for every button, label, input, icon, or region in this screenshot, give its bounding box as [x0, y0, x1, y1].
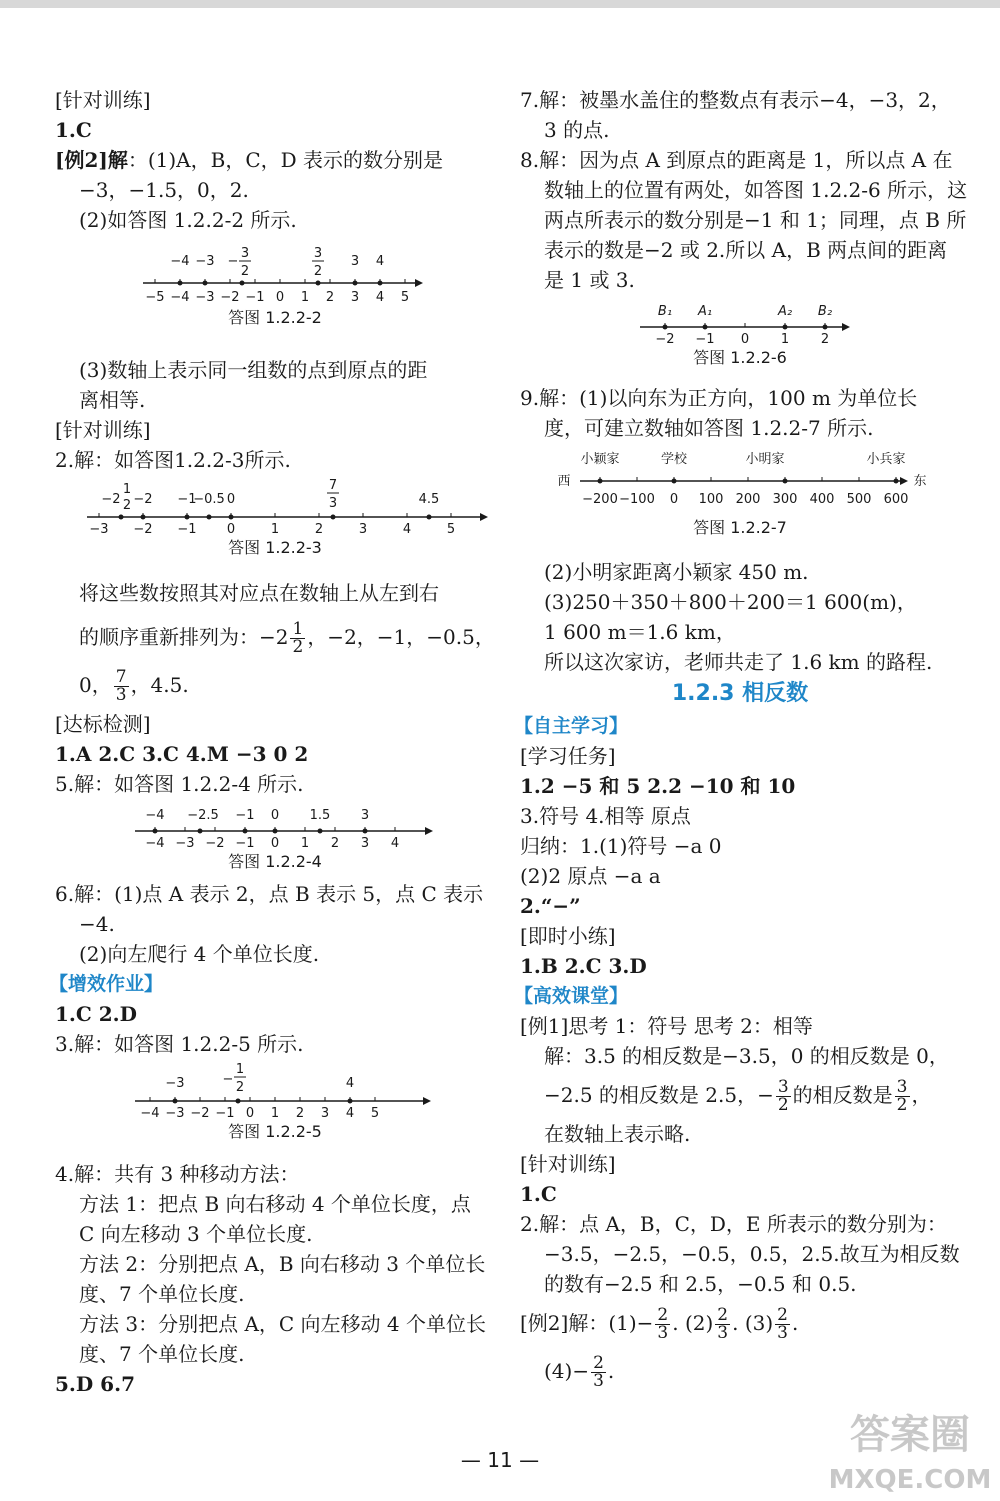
numerator: 2: [777, 1305, 788, 1325]
text-line: 6.解：(1)点 A 表示 2，点 B 表示 5，点 C 表示: [55, 882, 484, 906]
denominator: 3: [115, 685, 127, 705]
tick-label: −4: [145, 836, 165, 851]
answer-line: 归纳：1.(1)符号 −a 0: [520, 834, 722, 858]
text-span: 的相反数是: [792, 1083, 893, 1107]
text-line: 在数轴上表示略.: [544, 1122, 691, 1146]
number-line-figure-6: [520, 295, 960, 347]
right-column: [514, 85, 968, 1395]
tick-label: −1: [177, 522, 197, 537]
tick-label: 1: [270, 1106, 280, 1121]
example-2-line: [55, 145, 495, 175]
fraction: [776, 1079, 791, 1114]
fraction: [290, 621, 305, 656]
top-label: −2: [133, 492, 153, 507]
figure-caption: 答图 1.2.2-7: [693, 518, 787, 537]
tick-label: −3: [89, 522, 109, 537]
denominator: 2: [896, 1095, 908, 1115]
text-span: ，: [911, 1083, 932, 1107]
top-label: 3: [360, 808, 370, 823]
text-line: [520, 1299, 960, 1347]
top-label: −2.5: [187, 808, 219, 823]
figure-caption: 答图 1.2.2-3: [228, 538, 322, 557]
page-number: — 11 —: [460, 1448, 540, 1472]
top-label: 1.5: [309, 808, 331, 823]
answer-line: 1.A 2.C 3.C 4.M −3 0 2: [55, 742, 309, 766]
text-span: (4)−: [544, 1359, 590, 1383]
tick-label: −3: [165, 1106, 185, 1121]
section-header-efficient-class: 【高效课堂】: [514, 985, 629, 1007]
text-line: 所以这次家访，老师共走了 1.6 km 的路程.: [544, 650, 933, 674]
top-label: 3: [350, 254, 360, 269]
text-line: (2)小明家距离小颖家 450 m.: [544, 560, 809, 584]
section-header-enhanced-homework: 【增效作业】: [49, 973, 164, 995]
numerator: 3: [777, 1077, 789, 1097]
text-span: −2.5 的相反数是 2.5，−: [544, 1083, 774, 1107]
tick-label: −2: [133, 522, 153, 537]
top-label: 小明家: [745, 452, 785, 467]
tick-label: 1: [270, 522, 280, 537]
section-header-self-study: 【自主学习】: [514, 715, 629, 737]
tick-label: 2: [325, 290, 335, 305]
tick-label: 5: [446, 522, 456, 537]
text-line: C 向左移动 3 个单位长度.: [79, 1222, 313, 1246]
answer-line: 1.C 2.D: [55, 1002, 137, 1026]
numerator: 7: [115, 667, 127, 687]
tick-label: −1: [215, 1106, 235, 1121]
answer-line: 1.2 −5 和 5 2.2 −10 和 10: [520, 774, 796, 798]
fraction: [895, 1079, 910, 1114]
numerator: 2: [593, 1353, 604, 1373]
tick-label: 1: [300, 836, 310, 851]
denominator: 3: [777, 1323, 788, 1343]
text-line: (2)如答图 1.2.2-2 所示.: [79, 208, 297, 232]
figure-caption: 答图 1.2.2-6: [693, 348, 787, 367]
answer-line: (2)2 原点 −a a: [520, 864, 661, 888]
text-line: −3，−1.5，0，2.: [79, 178, 249, 202]
text-line: (3)数轴上表示同一组数的点到原点的距: [79, 358, 428, 382]
top-label: 2: [240, 264, 250, 279]
tick-label: −4: [170, 290, 190, 305]
text-span: . (2): [672, 1311, 714, 1335]
text-line: 3 的点.: [544, 118, 610, 142]
tick-label: −5: [145, 290, 165, 305]
figure-caption: 答图 1.2.2-2: [228, 308, 322, 327]
answer-line: 5.D 6.7: [55, 1372, 135, 1396]
fraction: [114, 669, 129, 704]
top-label: 3: [240, 246, 250, 261]
tick-label: 0: [245, 1106, 255, 1121]
text-line: [例1]思考 1：符号 思考 2：相等: [520, 1014, 813, 1038]
heading-targeted-training: [针对训练]: [55, 88, 151, 112]
top-label: B₂: [817, 304, 833, 319]
tick-label: 4: [402, 522, 412, 537]
top-label: 3: [313, 246, 323, 261]
top-label: −3: [195, 254, 215, 269]
tick-label: 0: [669, 492, 679, 507]
top-label: 学校: [660, 452, 688, 467]
top-label: 0: [270, 808, 280, 823]
text-line: (3)250＋350＋800＋200＝1 600(m)，: [544, 590, 917, 614]
tick-label: 2: [820, 332, 830, 347]
text-line: 表示的数是−2 或 2.所以 A，B 两点间的距离: [544, 238, 948, 262]
tick-label: −2: [205, 836, 225, 851]
text-line: 8.解：因为点 A 到原点的距离是 1，所以点 A 在: [520, 148, 953, 172]
top-border: [0, 0, 1000, 8]
text-line: 2.解：点 A，B，C，D，E 所表示的数分别为：: [520, 1212, 947, 1236]
heading-targeted-training: [针对训练]: [55, 418, 151, 442]
top-label: −: [222, 1072, 234, 1087]
number-line-figure-5: [55, 1059, 495, 1121]
text-line: −3.5，−2.5，−0.5，0.5，2.5.故互为相反数: [544, 1242, 960, 1266]
text-span: 0，: [79, 673, 112, 697]
tick-label: −1: [695, 332, 715, 347]
tick-label: 2: [314, 522, 324, 537]
text-line: 解：3.5 的相反数是−3.5，0 的相反数是 0，: [544, 1044, 949, 1068]
top-label: 1: [122, 482, 132, 497]
top-label: A₂: [777, 304, 793, 319]
tick-label: 3: [350, 290, 360, 305]
top-label: −0.5: [193, 492, 225, 507]
top-label: −2: [101, 492, 121, 507]
fraction: [591, 1355, 606, 1390]
heading-standard-check: [达标检测]: [55, 712, 151, 736]
tick-label: 300: [772, 492, 798, 507]
tick-label: −2: [190, 1106, 210, 1121]
text-line: 度、7 个单位长度.: [79, 1282, 245, 1306]
top-label: 2: [122, 498, 132, 513]
figure-caption: 答图 1.2.2-5: [228, 1122, 322, 1141]
tick-label: 4: [345, 1106, 355, 1121]
denominator: 2: [292, 637, 304, 657]
text-span: .: [607, 1359, 615, 1383]
text-line: 的数有−2.5 和 2.5，−0.5 和 0.5.: [544, 1272, 857, 1296]
watermark-line1: 答案圈: [850, 1412, 970, 1458]
text-line: [520, 1347, 960, 1395]
tick-label: 1: [780, 332, 790, 347]
tick-label: 0: [275, 290, 285, 305]
text-line: 度、7 个单位长度.: [79, 1342, 245, 1366]
east-label: 东: [913, 474, 927, 489]
text-line: 离相等.: [79, 388, 146, 412]
tick-label: 4: [375, 290, 385, 305]
watermark-line2: MXQE.COM: [828, 1465, 992, 1495]
text-line: 方法 3：分别把点 A，C 向左移动 4 个单位长: [79, 1312, 486, 1336]
top-label: 4.5: [418, 492, 440, 507]
tick-label: 4: [390, 836, 400, 851]
number-line-figure-4: [55, 799, 495, 851]
text-span: .: [792, 1311, 799, 1335]
denominator: 3: [657, 1323, 669, 1343]
text-line: 4.解：共有 3 种移动方法：: [55, 1162, 300, 1186]
tick-label: 500: [846, 492, 872, 507]
top-label: −1: [235, 808, 255, 823]
text-line: 数轴上的位置有两处，如答图 1.2.2-6 所示，这: [544, 178, 968, 202]
top-label: 4: [375, 254, 385, 269]
tick-label: 0: [270, 836, 280, 851]
top-label: 1: [235, 1062, 245, 1077]
answer-line: 1.C: [55, 118, 92, 142]
text-line: −4.: [79, 912, 115, 936]
text-line: 是 1 或 3.: [544, 268, 635, 292]
tick-label: 3: [360, 836, 370, 851]
tick-label: −3: [175, 836, 195, 851]
top-label: −3: [165, 1076, 185, 1091]
number-line-figure-3: [55, 475, 495, 537]
text-line: [520, 1071, 960, 1119]
tick-label: −1: [245, 290, 265, 305]
top-label: −1: [177, 492, 197, 507]
tick-label: 2: [330, 836, 340, 851]
tick-label: 2: [295, 1106, 305, 1121]
fraction: [775, 1307, 790, 1342]
tick-label: −2: [655, 332, 675, 347]
text-span: 的顺序重新排列为：−2: [79, 625, 289, 649]
tick-label: 0: [226, 522, 236, 537]
fraction: [655, 1307, 670, 1342]
text-span: ，−2，−1，−0.5，: [307, 625, 495, 649]
top-label: −4: [145, 808, 165, 823]
text-line: 2.解：如答图1.2.2-3所示.: [55, 448, 291, 472]
west-label: 西: [557, 474, 571, 489]
text-line: 将这些数按照其对应点在数轴上从左到右: [79, 581, 439, 605]
text-line: 9.解：(1)以向东为正方向，100 m 为单位长: [520, 386, 918, 410]
tick-label: 0: [740, 332, 750, 347]
tick-label: 400: [809, 492, 835, 507]
tick-label: −2: [220, 290, 240, 305]
text-line: [55, 613, 495, 661]
text-line: 方法 2：分别把点 A，B 向右移动 3 个单位长: [79, 1252, 486, 1276]
top-label: B₁: [657, 304, 673, 319]
numerator: 2: [657, 1305, 669, 1325]
left-column: [49, 85, 495, 1399]
top-label: 7: [328, 478, 338, 493]
numerator: 1: [292, 619, 304, 639]
text-line: 3.解：如答图 1.2.2-5 所示.: [55, 1032, 304, 1056]
tick-label: −200: [582, 492, 618, 507]
text-span: ，4.5.: [130, 673, 189, 697]
tick-label: −100: [619, 492, 655, 507]
answer-line: 1.C: [520, 1182, 557, 1206]
number-line-figure-2: [55, 235, 495, 307]
example-label: [例2]解: [55, 148, 128, 172]
top-label: 3: [328, 496, 338, 511]
tick-label: −3: [195, 290, 215, 305]
top-label: A₁: [697, 304, 713, 319]
number-line-figure-7: [520, 443, 960, 509]
text-line: (2)向左爬行 4 个单位长度.: [79, 942, 320, 966]
tick-label: 1: [300, 290, 310, 305]
text-line: 5.解：如答图 1.2.2-4 所示.: [55, 772, 304, 796]
answer-line: 3.符号 4.相等 原点: [520, 804, 691, 828]
text-line: 度，可建立数轴如答图 1.2.2-7 所示.: [544, 416, 874, 440]
top-label: 4: [345, 1076, 355, 1091]
tick-label: 5: [400, 290, 410, 305]
watermark-logo: [825, 1400, 995, 1500]
numerator: 2: [717, 1305, 729, 1325]
answer-line: 2.“−”: [520, 894, 581, 918]
tick-label: −1: [235, 836, 255, 851]
denominator: 3: [717, 1323, 729, 1343]
top-label: −: [227, 254, 239, 269]
tick-label: 5: [370, 1106, 380, 1121]
text-span: . (3): [732, 1311, 774, 1335]
text-line: [55, 661, 495, 709]
text-line: 7.解：被墨水盖住的整数点有表示−4，−3，2，: [520, 88, 951, 112]
numerator: 3: [896, 1077, 908, 1097]
denominator: 2: [777, 1095, 789, 1115]
denominator: 3: [593, 1371, 604, 1391]
figure-caption: 答图 1.2.2-4: [228, 852, 322, 871]
answer-line: 1.B 2.C 3.D: [520, 954, 647, 978]
top-label: 小颖家: [580, 452, 620, 467]
tick-label: 200: [735, 492, 761, 507]
text-line: 1 600 m＝1.6 km，: [544, 620, 736, 644]
tick-label: 3: [358, 522, 368, 537]
top-label: 0: [226, 492, 236, 507]
top-label: 小兵家: [866, 452, 906, 467]
fraction: [715, 1307, 730, 1342]
top-label: 2: [235, 1080, 245, 1095]
tick-label: −4: [140, 1106, 160, 1121]
text-line: 方法 1：把点 B 向右移动 4 个单位长度，点: [79, 1192, 471, 1216]
text-line: 两点所表示的数分别是−1 和 1；同理，点 B 所: [544, 208, 967, 232]
section-title: 1.2.3 相反数: [671, 681, 809, 706]
example-text: ：(1)A，B，C，D 表示的数分别是: [127, 148, 444, 172]
heading-quick-practice: [即时小练]: [520, 924, 616, 948]
tick-label: 600: [883, 492, 909, 507]
top-label: −4: [170, 254, 190, 269]
tick-label: 3: [320, 1106, 330, 1121]
heading-learning-task: [学习任务]: [520, 744, 616, 768]
heading-targeted-training: [针对训练]: [520, 1152, 616, 1176]
tick-label: 100: [698, 492, 724, 507]
top-label: 2: [313, 264, 323, 279]
text-span: [例2]解：(1)−: [520, 1311, 654, 1335]
